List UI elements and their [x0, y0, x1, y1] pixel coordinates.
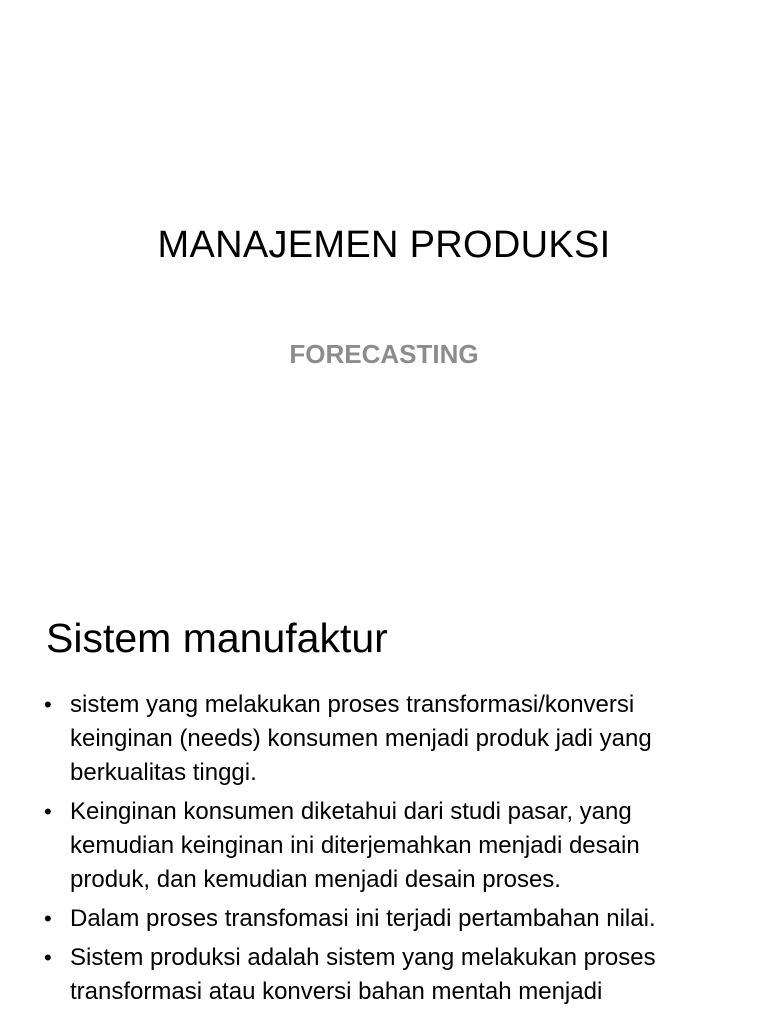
slide-title: MANAJEMEN PRODUKSI [157, 224, 611, 266]
bullet-list [44, 688, 724, 1014]
bullet-item [44, 795, 724, 897]
bullet-text: Dalam proses transfomasi ini terjadi pertambahan nilai. [70, 905, 656, 932]
bullet-item [44, 688, 724, 790]
content-heading: Sistem manufaktur [46, 615, 388, 661]
bullet-icon: • [44, 692, 52, 717]
slide-subtitle: FORECASTING [289, 339, 479, 369]
bullet-icon: • [44, 906, 52, 931]
bullet-icon: • [44, 799, 52, 824]
bullet-item [44, 902, 724, 936]
content-slide [0, 576, 768, 1024]
bullet-text: Sistem produksi adalah sistem yang melakukan proses transformasi atau konversi bahan mentah menjadi [70, 944, 656, 1005]
bullet-text: Keinginan konsumen diketahui dari studi pasar, yang kemudian keinginan ini diterjemahkan menjadi desain produk, dan kemudian menjadi desain proses. [70, 798, 640, 893]
bullet-text: sistem yang melakukan proses transformasi/konversi keinginan (needs) konsumen menjadi produk jadi yang berkualitas tinggi. [70, 691, 652, 786]
bullet-item [44, 941, 724, 1009]
bullet-icon: • [44, 945, 52, 970]
